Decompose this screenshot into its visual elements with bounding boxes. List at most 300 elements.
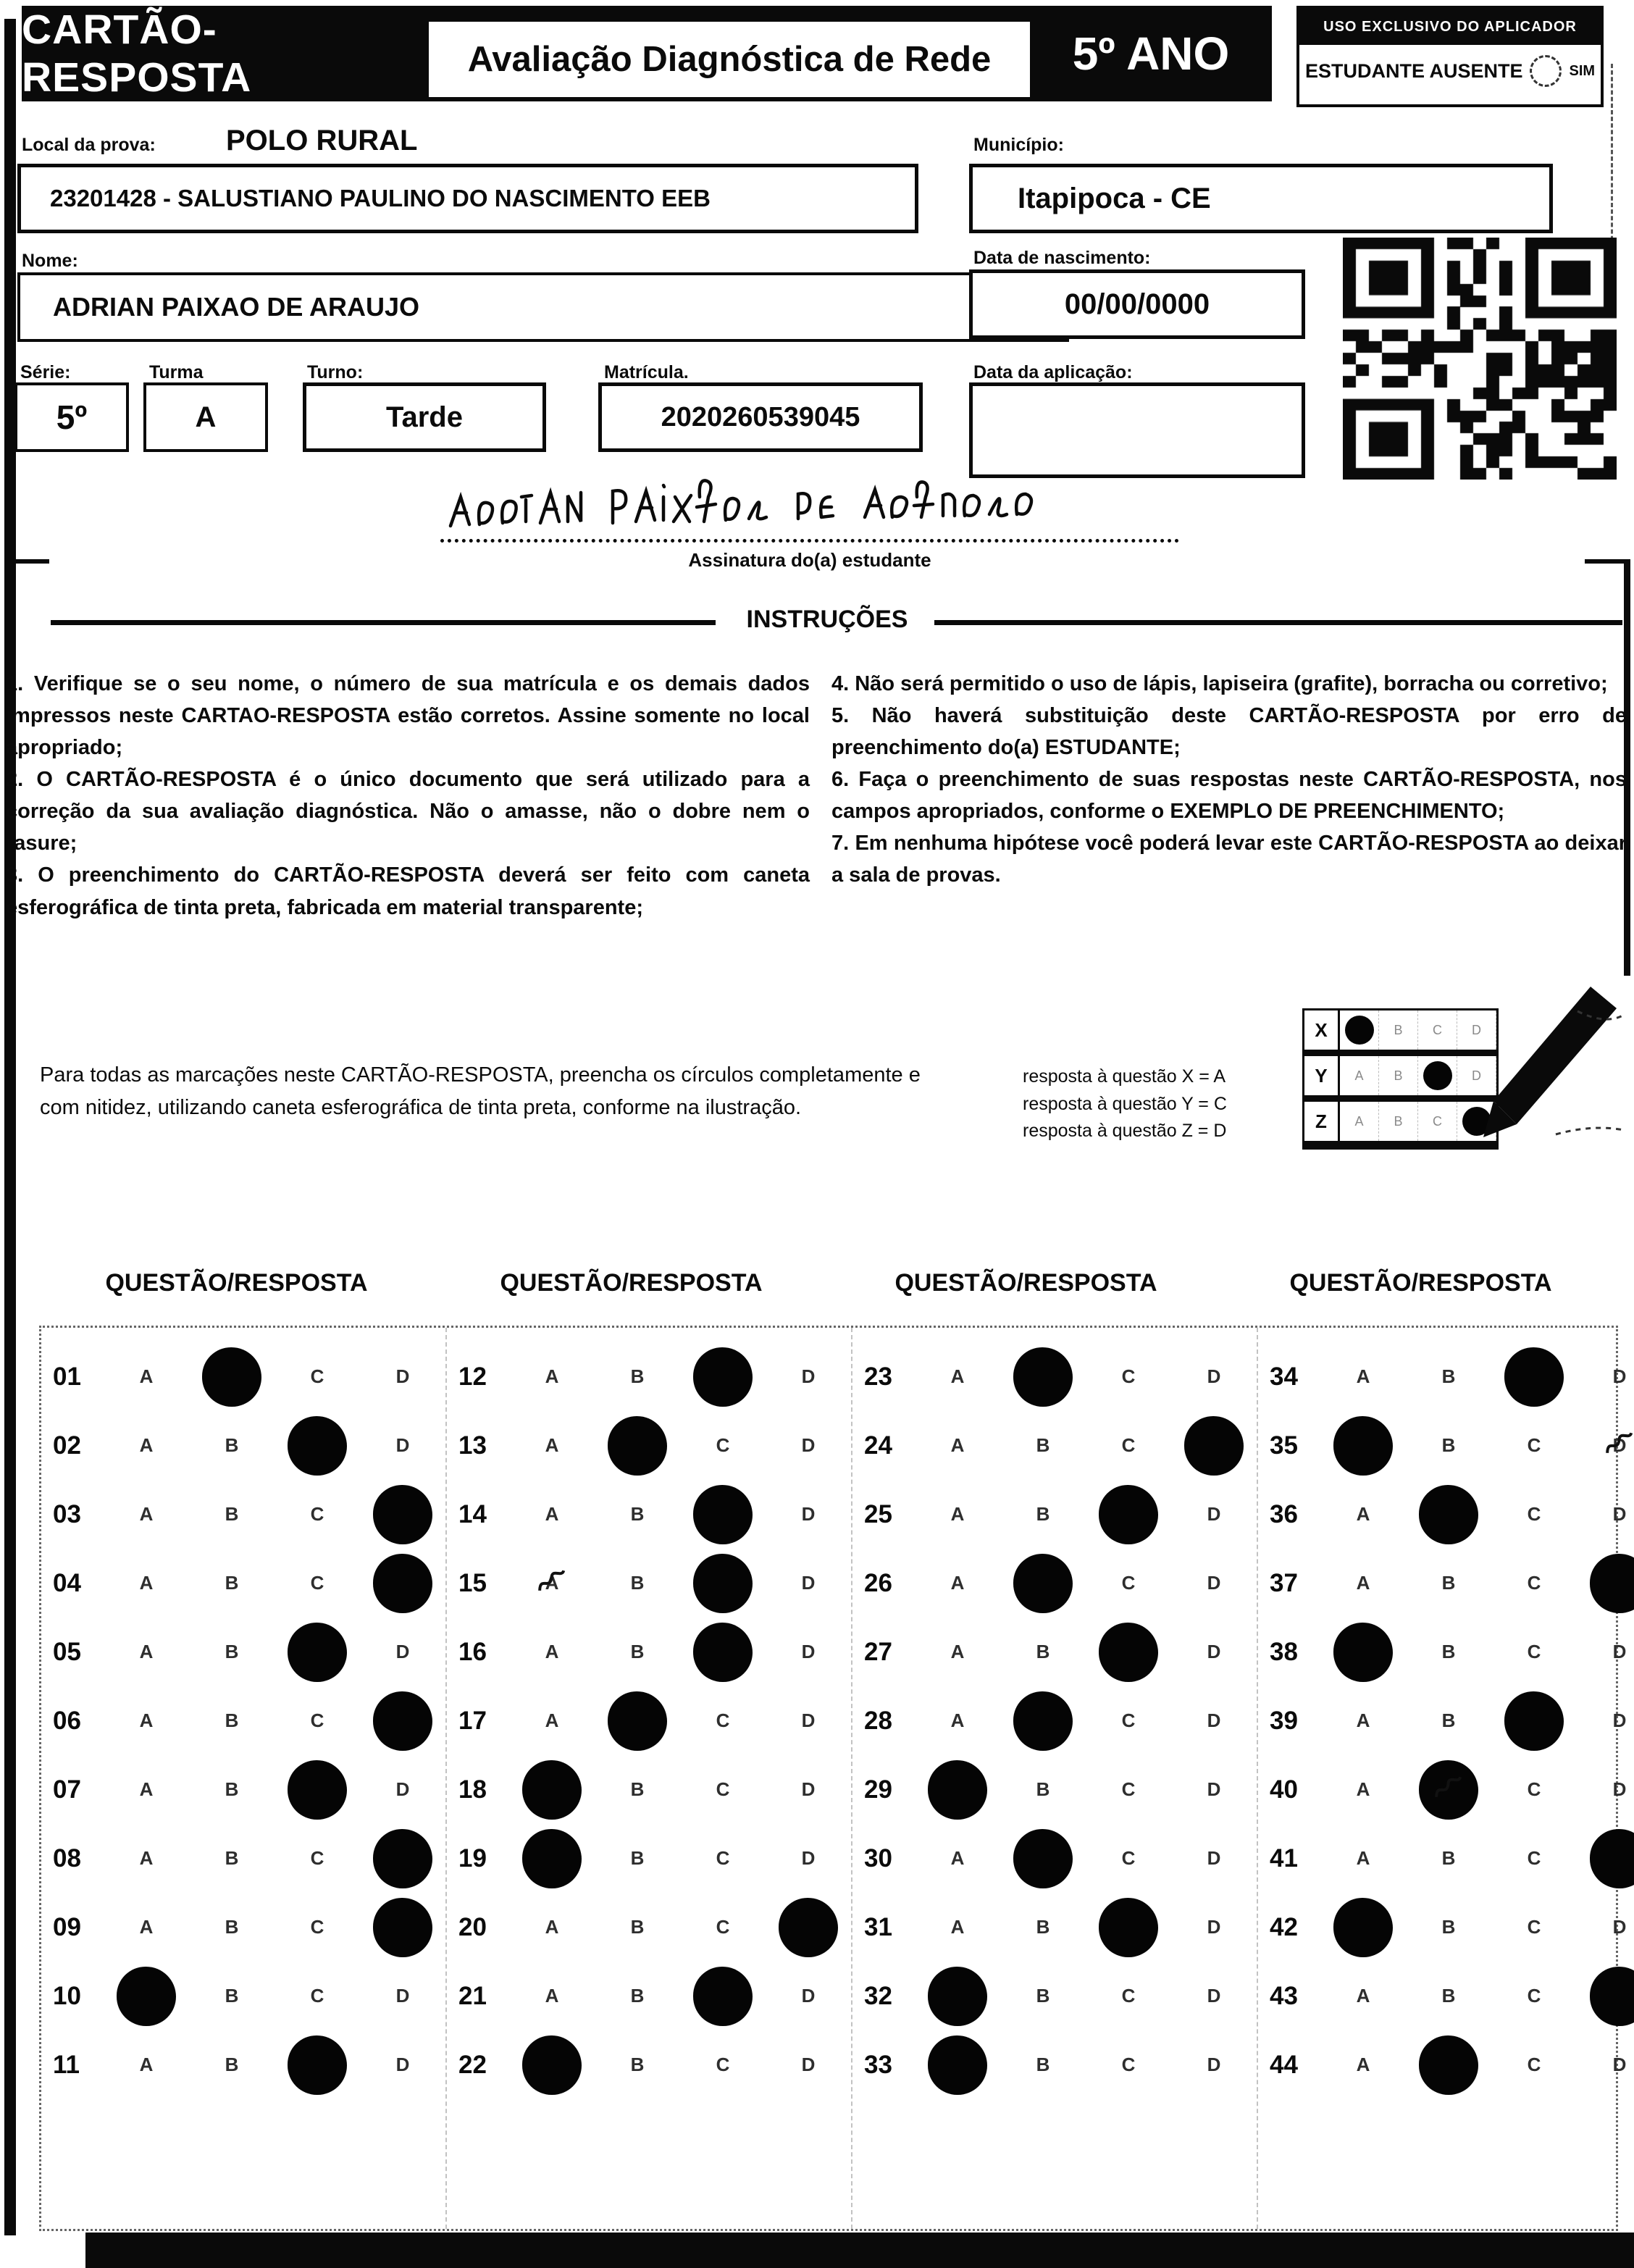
option-C	[1491, 2054, 1577, 2076]
option-C	[275, 1847, 360, 1870]
option-C	[1086, 1572, 1171, 1594]
answer-row	[41, 1411, 445, 1480]
option-C	[1491, 1985, 1577, 2007]
question-number: 05	[53, 1637, 81, 1666]
instructions-rule-left	[51, 620, 716, 625]
option-A	[915, 1760, 1000, 1820]
option-B	[595, 1778, 680, 1801]
option-letter: A	[139, 1847, 154, 1869]
example-option-A: A	[1340, 1056, 1379, 1095]
example-option-C: C	[1418, 1102, 1457, 1141]
option-A	[509, 1503, 595, 1526]
option-D	[1171, 1503, 1257, 1526]
filled-bubble	[1099, 1485, 1158, 1544]
example-legend-line: resposta à questão Z = D	[1023, 1121, 1227, 1141]
answer-column-header-2: QUESTÃO/RESPOSTA	[500, 1269, 763, 1297]
option-letter: D	[1207, 1778, 1221, 1800]
option-letter: A	[139, 1916, 154, 1938]
option-B	[1406, 1365, 1491, 1388]
question-number: 15	[458, 1568, 487, 1597]
answer-row	[1258, 1962, 1634, 2030]
answer-row	[41, 1824, 445, 1893]
option-A	[1320, 1623, 1406, 1682]
option-letter: B	[225, 1572, 239, 1594]
option-letter: B	[630, 1503, 645, 1525]
option-letter: D	[1612, 1778, 1627, 1800]
question-number: 20	[458, 1912, 487, 1941]
question-number: 31	[864, 1912, 892, 1941]
local-label: Local da prova:	[22, 135, 156, 155]
serie-label: Série:	[20, 362, 71, 382]
answer-row	[1258, 1342, 1634, 1411]
option-C	[680, 1485, 766, 1544]
option-letter: B	[225, 1916, 239, 1938]
option-A	[915, 1916, 1000, 1938]
option-C	[1086, 1778, 1171, 1801]
option-letter: B	[1441, 1710, 1456, 1731]
question-number: 02	[53, 1431, 81, 1460]
filled-bubble	[522, 1829, 582, 1888]
filled-bubble	[693, 1485, 753, 1544]
answer-row	[447, 1755, 851, 1824]
option-letter: D	[1207, 2054, 1221, 2075]
option-letter: A	[950, 1365, 965, 1387]
filled-bubble	[928, 1760, 987, 1820]
question-number: 25	[864, 1499, 892, 1528]
example-grid-row	[1304, 1056, 1496, 1102]
option-letter: D	[801, 1985, 816, 2007]
question-number: 06	[53, 1706, 81, 1735]
option-C	[680, 1434, 766, 1457]
option-C	[1086, 1623, 1171, 1682]
option-A	[104, 1572, 189, 1594]
option-A	[509, 2035, 595, 2095]
option-C	[1086, 2054, 1171, 2076]
option-C	[680, 1710, 766, 1732]
answer-row	[1258, 1686, 1634, 1755]
option-letter: A	[139, 1503, 154, 1525]
option-A	[104, 1778, 189, 1801]
option-letter: C	[310, 1365, 324, 1387]
matricula-field: 2020260539045	[598, 382, 923, 452]
option-B	[1000, 1434, 1086, 1457]
local-value: POLO RURAL	[226, 125, 418, 156]
option-A	[104, 1916, 189, 1938]
filled-bubble	[1504, 1691, 1564, 1751]
examiner-box	[1296, 6, 1604, 107]
instruction-item: 5. Não haverá substituição deste CARTÃO-RESPOSTA por erro de preenchimento do(a) ESTUDANTE;	[831, 704, 1627, 760]
option-A	[509, 1572, 595, 1594]
option-D	[1577, 1967, 1634, 2026]
examiner-strip-label: USO EXCLUSIVO DO APLICADOR	[1299, 9, 1601, 45]
option-A	[509, 1916, 595, 1938]
example-filled-bubble	[1345, 1016, 1374, 1045]
fold-dash-line	[1611, 64, 1613, 254]
option-B	[189, 1434, 275, 1457]
instruction-item: 4. Não será permitido o uso de lápis, lapiseira (grafite), borracha ou corretivo;	[831, 672, 1608, 695]
nome-field: ADRIAN PAIXAO DE ARAUJO	[17, 272, 1069, 342]
option-letter: A	[139, 1434, 154, 1456]
option-letter: B	[225, 1641, 239, 1662]
option-letter: D	[801, 1847, 816, 1869]
option-letter: B	[225, 1847, 239, 1869]
option-D	[766, 2054, 851, 2076]
filled-bubble	[1504, 1347, 1564, 1407]
option-D	[766, 1847, 851, 1870]
option-A	[104, 1847, 189, 1870]
corner-mark-left	[6, 559, 49, 588]
filled-bubble	[608, 1691, 667, 1751]
option-D	[1171, 1916, 1257, 1938]
option-letter: D	[801, 1572, 816, 1594]
option-A	[104, 1967, 189, 2026]
option-A	[104, 1641, 189, 1663]
option-A	[509, 1710, 595, 1732]
answer-grid	[39, 1326, 1627, 2231]
answer-row	[852, 2030, 1257, 2099]
turma-field: A	[143, 382, 268, 452]
option-letter: B	[225, 1985, 239, 2007]
left-edge-bar	[4, 19, 16, 2235]
question-number: 14	[458, 1499, 487, 1528]
example-option-B: B	[1379, 1056, 1418, 1095]
assinatura-label: Assinatura do(a) estudante	[688, 549, 931, 571]
example-row-label: Z	[1304, 1102, 1340, 1141]
option-B	[595, 1365, 680, 1388]
option-A	[915, 2035, 1000, 2095]
option-B	[595, 1691, 680, 1751]
filled-bubble	[1590, 1554, 1634, 1613]
option-letter: C	[716, 1847, 730, 1869]
school-field: 23201428 - SALUSTIANO PAULINO DO NASCIMENTO EEB	[17, 164, 918, 233]
option-B	[1406, 1434, 1491, 1457]
answer-row	[852, 1342, 1257, 1411]
answer-row	[447, 1342, 851, 1411]
nome-label: Nome:	[22, 251, 78, 271]
option-C	[680, 2054, 766, 2076]
option-letter: D	[1612, 1710, 1627, 1731]
option-letter: D	[395, 1778, 410, 1800]
option-letter: D	[1612, 1434, 1627, 1456]
question-number: 44	[1270, 2050, 1298, 2079]
example-option-C: C	[1418, 1010, 1457, 1050]
option-B	[595, 1916, 680, 1938]
option-D	[1171, 1365, 1257, 1388]
answer-row	[447, 1549, 851, 1618]
option-letter: A	[950, 1710, 965, 1731]
filled-bubble	[608, 1416, 667, 1476]
option-D	[1171, 1641, 1257, 1663]
option-letter: A	[1356, 2054, 1370, 2075]
option-letter: D	[801, 1365, 816, 1387]
option-D	[1171, 1847, 1257, 1870]
option-B	[1000, 1347, 1086, 1407]
aplicacao-label: Data da aplicação:	[973, 362, 1133, 382]
question-number: 39	[1270, 1706, 1298, 1735]
option-letter: D	[395, 1365, 410, 1387]
option-C	[275, 1623, 360, 1682]
option-letter: A	[545, 1365, 559, 1387]
question-number: 27	[864, 1637, 892, 1666]
answer-row	[852, 1962, 1257, 2030]
option-letter: D	[1207, 1641, 1221, 1662]
turma-label: Turma	[149, 362, 204, 382]
option-B	[1000, 1691, 1086, 1751]
instruction-item: 6. Faça o preenchimento de suas respostas neste CARTÃO-RESPOSTA, nos campos apropriados, conforme o EXEMPLO DE PREENCHIMENTO;	[831, 768, 1627, 824]
option-D	[360, 1485, 445, 1544]
turno-field: Tarde	[303, 382, 546, 452]
option-letter: D	[801, 2054, 816, 2075]
option-D	[1577, 1503, 1634, 1526]
option-B	[1406, 1485, 1491, 1544]
answer-row	[447, 1824, 851, 1893]
answer-column-4	[1257, 1328, 1634, 2229]
question-number: 21	[458, 1981, 487, 2010]
option-letter: B	[225, 1434, 239, 1456]
filled-bubble	[117, 1967, 176, 2026]
question-number: 19	[458, 1844, 487, 1872]
option-letter: A	[950, 1916, 965, 1938]
answer-row	[41, 1342, 445, 1411]
option-D	[1577, 1916, 1634, 1938]
option-D	[360, 1434, 445, 1457]
instructions-left-column	[6, 668, 810, 924]
option-C	[1491, 1916, 1577, 1938]
matricula-label: Matrícula.	[604, 362, 689, 382]
option-C	[680, 1623, 766, 1682]
option-letter: C	[1121, 1572, 1136, 1594]
answer-column-header-3: QUESTÃO/RESPOSTA	[894, 1269, 1157, 1297]
option-A	[1320, 1572, 1406, 1594]
header-band	[22, 6, 1272, 101]
option-A	[1320, 1985, 1406, 2007]
option-letter: B	[1036, 1778, 1050, 1800]
option-A	[509, 1985, 595, 2007]
option-letter: D	[1207, 1847, 1221, 1869]
filled-bubble	[1419, 2035, 1478, 2095]
question-number: 34	[1270, 1362, 1298, 1391]
option-letter: A	[139, 1641, 154, 1662]
option-letter: C	[1121, 1365, 1136, 1387]
option-letter: C	[1527, 1503, 1541, 1525]
option-letter: C	[1527, 2054, 1541, 2075]
question-number: 10	[53, 1981, 81, 2010]
question-number: 13	[458, 1431, 487, 1460]
instruction-item: 1. Verifique se o seu nome, o número de sua matrícula e os demais dados impressos neste CARTAO-RESPOSTA estão corretos. Assine somente no local apropriado;	[6, 672, 810, 760]
option-A	[1320, 1778, 1406, 1801]
turno-label: Turno:	[307, 362, 364, 382]
option-D	[766, 1503, 851, 1526]
option-D	[766, 1434, 851, 1457]
instructions-title: INSTRUÇÕES	[746, 606, 908, 633]
answer-row	[852, 1549, 1257, 1618]
option-D	[1577, 1434, 1634, 1457]
instruction-item: 7. Em nenhuma hipótese você poderá levar este CARTÃO-RESPOSTA ao deixar a sala de provas.	[831, 832, 1627, 887]
question-number: 41	[1270, 1844, 1298, 1872]
option-letter: B	[630, 1916, 645, 1938]
filled-bubble	[373, 1829, 432, 1888]
question-number: 36	[1270, 1499, 1298, 1528]
option-D	[1577, 1554, 1634, 1613]
filled-bubble	[288, 1623, 347, 1682]
option-D	[1577, 1710, 1634, 1732]
example-option-B: B	[1379, 1010, 1418, 1050]
question-number: 08	[53, 1844, 81, 1872]
option-A	[1320, 1365, 1406, 1388]
option-A	[509, 1365, 595, 1388]
municipio-field: Itapipoca - CE	[969, 164, 1553, 233]
option-letter: A	[1356, 1710, 1370, 1731]
answer-row	[1258, 2030, 1634, 2099]
example-option-A	[1340, 1010, 1379, 1050]
answer-column-3	[851, 1328, 1257, 2229]
option-B	[1406, 1916, 1491, 1938]
option-letter: A	[1356, 1778, 1370, 1800]
option-letter: C	[1121, 1710, 1136, 1731]
question-number: 38	[1270, 1637, 1298, 1666]
option-letter: C	[1121, 1847, 1136, 1869]
option-letter: D	[1207, 1365, 1221, 1387]
option-C	[1491, 1778, 1577, 1801]
option-C	[1086, 1365, 1171, 1388]
exam-title: Avaliação Diagnóstica de Rede	[429, 22, 1030, 97]
option-letter: D	[1612, 1916, 1627, 1938]
option-A	[1320, 2054, 1406, 2076]
answer-row	[1258, 1893, 1634, 1962]
option-B	[189, 2054, 275, 2076]
filled-bubble	[1013, 1347, 1073, 1407]
option-letter: B	[1441, 1365, 1456, 1387]
option-letter: A	[545, 1641, 559, 1662]
option-letter: B	[225, 1778, 239, 1800]
filled-bubble	[1419, 1485, 1478, 1544]
answer-row	[41, 1755, 445, 1824]
option-letter: C	[716, 2054, 730, 2075]
option-letter: C	[1121, 1985, 1136, 2007]
option-C	[275, 2035, 360, 2095]
answer-row	[852, 1686, 1257, 1755]
answer-row	[852, 1824, 1257, 1893]
question-number: 35	[1270, 1431, 1298, 1460]
option-letter: A	[950, 1434, 965, 1456]
option-letter: C	[1527, 1641, 1541, 1662]
absent-option-label: SIM	[1569, 62, 1596, 79]
signature-line	[440, 539, 1179, 543]
filled-bubble	[1590, 1829, 1634, 1888]
option-D	[360, 1641, 445, 1663]
option-letter: C	[310, 1503, 324, 1525]
example-paragraph: Para todas as marcações neste CARTÃO-RESPOSTA, preencha os círculos completamente e com nitidez, utilizando caneta esferográfica de tinta preta, conforme na ilustração.	[40, 1063, 921, 1119]
option-letter: C	[1527, 1778, 1541, 1800]
example-legend	[1023, 1063, 1298, 1145]
question-number: 17	[458, 1706, 487, 1735]
filled-bubble	[373, 1485, 432, 1544]
option-C	[1491, 1847, 1577, 1870]
option-letter: B	[1441, 1641, 1456, 1662]
example-grid-row	[1304, 1102, 1496, 1147]
option-D	[1171, 1985, 1257, 2007]
question-number: 23	[864, 1362, 892, 1391]
option-D	[360, 1365, 445, 1388]
option-letter: C	[310, 1572, 324, 1594]
answer-row	[1258, 1824, 1634, 1893]
option-C	[1086, 1985, 1171, 2007]
instructions-right-column	[831, 668, 1627, 892]
filled-bubble	[373, 1554, 432, 1613]
option-D	[360, 1691, 445, 1751]
option-C	[1491, 1572, 1577, 1594]
option-B	[595, 1985, 680, 2007]
answer-column-1	[41, 1328, 445, 2229]
answer-row	[1258, 1618, 1634, 1686]
option-letter: D	[801, 1434, 816, 1456]
option-D	[766, 1985, 851, 2007]
option-letter: B	[1441, 1847, 1456, 1869]
filled-bubble	[1013, 1691, 1073, 1751]
option-D	[1577, 1829, 1634, 1888]
option-D	[1577, 2054, 1634, 2076]
question-number: 09	[53, 1912, 81, 1941]
answer-row	[1258, 1411, 1634, 1480]
filled-bubble	[779, 1898, 838, 1957]
option-letter: A	[139, 1572, 154, 1594]
option-letter: A	[1356, 1365, 1370, 1387]
example-row-label: Y	[1304, 1056, 1340, 1095]
option-C	[680, 1967, 766, 2026]
option-letter: D	[395, 1641, 410, 1662]
option-letter: C	[716, 1916, 730, 1938]
question-number: 26	[864, 1568, 892, 1597]
filled-bubble	[693, 1967, 753, 2026]
question-number: 42	[1270, 1912, 1298, 1941]
absent-bubble	[1530, 55, 1562, 87]
answer-column-2	[445, 1328, 851, 2229]
option-C	[275, 1985, 360, 2007]
option-C	[275, 1710, 360, 1732]
municipio-label: Município:	[973, 135, 1064, 155]
option-A	[1320, 1503, 1406, 1526]
qr-code	[1343, 238, 1617, 480]
answer-row	[41, 1480, 445, 1549]
option-letter: A	[1356, 1572, 1370, 1594]
option-letter: D	[1612, 1365, 1627, 1387]
option-B	[189, 1778, 275, 1801]
option-B	[595, 1416, 680, 1476]
filled-bubble	[202, 1347, 261, 1407]
answer-row	[1258, 1755, 1634, 1824]
nascimento-label: Data de nascimento:	[973, 248, 1151, 268]
answer-row	[447, 1686, 851, 1755]
option-C	[275, 1916, 360, 1938]
option-B	[595, 1503, 680, 1526]
question-number: 37	[1270, 1568, 1298, 1597]
answer-row	[41, 1549, 445, 1618]
question-number: 12	[458, 1362, 487, 1391]
option-letter: B	[1441, 1572, 1456, 1594]
bottom-edge-bar	[85, 2233, 1634, 2268]
option-C	[1086, 1710, 1171, 1732]
question-number: 32	[864, 1981, 892, 2010]
option-C	[1086, 1485, 1171, 1544]
filled-bubble	[373, 1691, 432, 1751]
option-C	[275, 1365, 360, 1388]
option-A	[915, 1710, 1000, 1732]
question-number: 07	[53, 1775, 81, 1804]
answer-column-header-4: QUESTÃO/RESPOSTA	[1289, 1269, 1552, 1297]
question-number: 43	[1270, 1981, 1298, 2010]
option-letter: C	[1527, 1985, 1541, 2007]
option-letter: B	[630, 2054, 645, 2075]
